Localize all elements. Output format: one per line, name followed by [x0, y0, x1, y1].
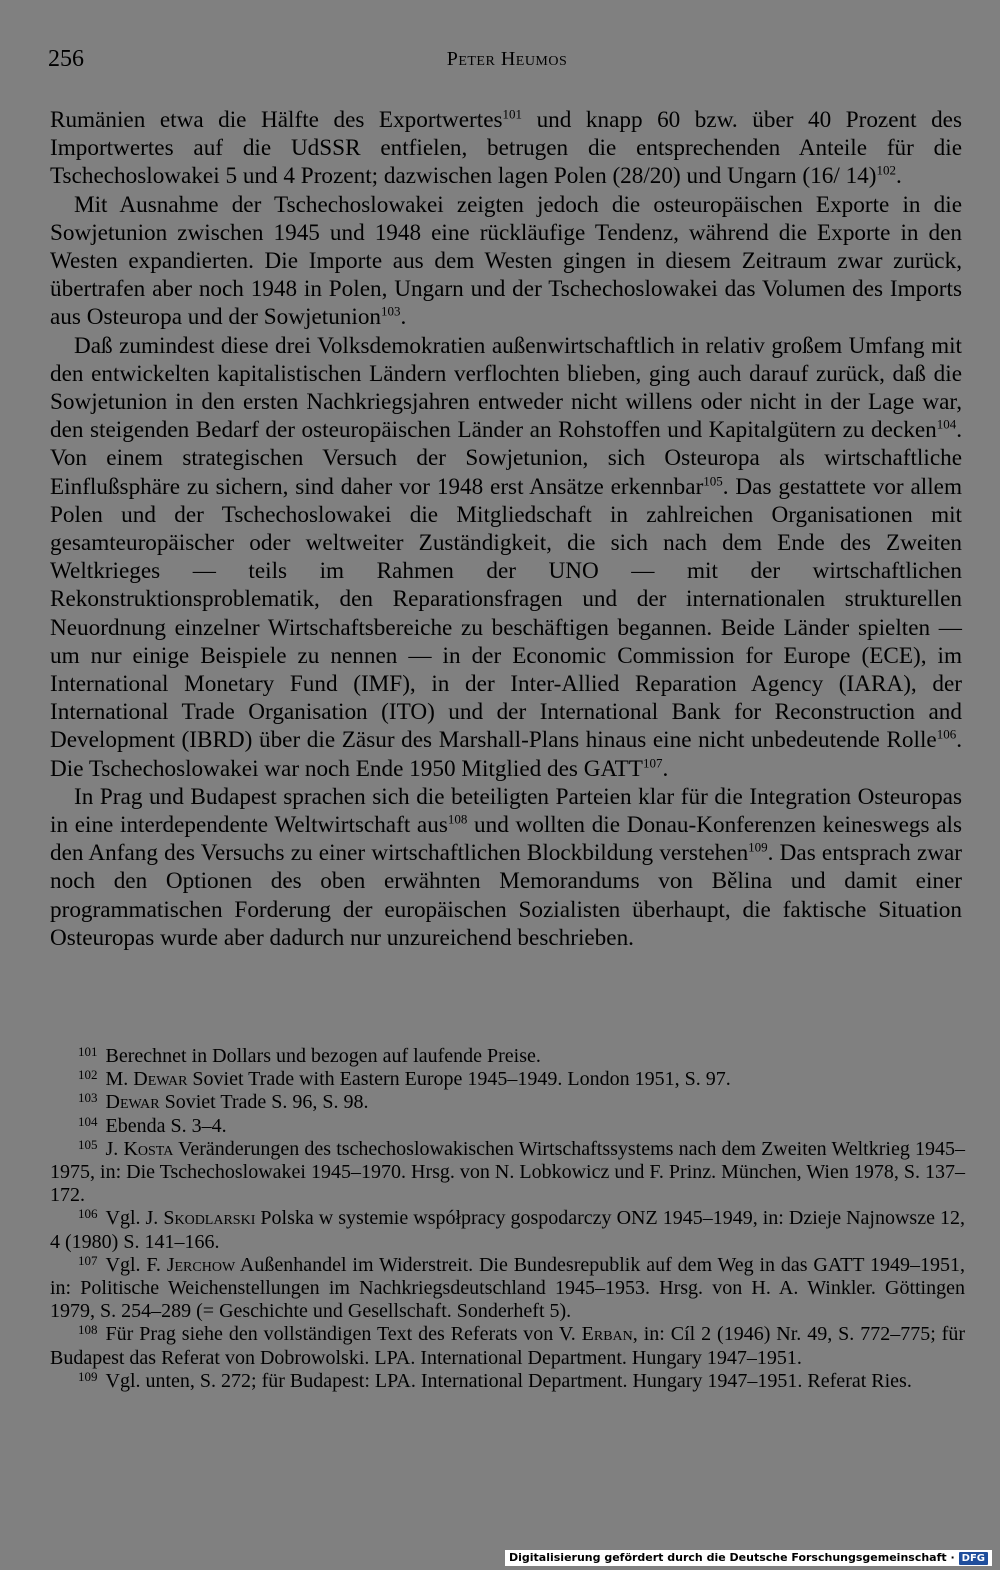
footnote-reference[interactable]: 101 [502, 106, 523, 122]
author-name: Jerchow [166, 1253, 236, 1276]
text-run: Ebenda S. 3–4. [105, 1114, 227, 1137]
text-run: , in: Cíl 2 (1946) Nr. 49, S. 772–775; für Budapest das Referat von Dobrowolski. LPA. International Department. Hungary 1947–1951. [50, 1323, 965, 1369]
text-run: Daß zumindest diese drei Volksdemokratien außenwirtschaftlich in relativ großem Umfang mit den entwickelten kapitalistischen Ländern verflochten blieben, ging auch darauf zurück, daß die Sowjetunion in den ersten Nachkriegsjahren entweder nicht willens oder nicht in der Lage war, den steigenden Bedarf der osteuropäischen Länder an Rohstoffen und Kapitalgütern zu decken [50, 332, 962, 444]
digitization-credit-bar [505, 1550, 992, 1566]
author-name: Skodlarski [163, 1207, 256, 1230]
text-run: und wollten die Donau-Konferenzen keineswegs als den Anfang des Versuchs zu einer wirtschaftlichen Blockbildung verstehen [50, 812, 962, 867]
footnotes [50, 1045, 965, 1393]
text-run: J. [105, 1137, 124, 1160]
footnote-number: 103 [78, 1090, 98, 1106]
author-name: Kosta [123, 1137, 174, 1160]
footnote-number: 104 [78, 1113, 98, 1129]
text-run: Mit Ausnahme der Tschechoslowakei zeigten jedoch die osteuropäischen Exporte in die Sowjetunion zwischen 1945 und 1948 eine rückläufige Tendenz, während die Exporte in den Westen expandierten. Die Importe aus dem Westen gingen in diesem Zeitraum zwar zurück, übertrafen aber noch 1948 in Polen, Ungarn und der Tschechoslowakei das Volumen des Imports aus Osteuropa und der Sowjetunion [50, 191, 962, 331]
text-run: und knapp 60 bzw. über 40 Prozent des Importwertes auf die UdSSR entfielen, betrugen die entsprechenden Anteile für die Tschechoslowakei 5 und 4 Prozent; dazwischen lagen Polen (28/20) und Ungarn (16/ 14) [50, 107, 962, 190]
text-run: Berechnet in Dollars und bezogen auf laufende Preise. [105, 1045, 541, 1067]
text-run: . Die Tschechoslowakei war noch Ende 1950 Mitglied des GATT [50, 727, 962, 782]
text-run: Veränderungen des tschechoslowakischen Wirtschaftssystems nach dem Zweiten Weltkrieg 1945–1975, in: Die Tschechoslowakei 1945–1970. Hrsg. von N. Lobkowicz und F. Prinz. München, Wien 1978, S. 137–172. [50, 1137, 965, 1207]
footnote-number: 109 [78, 1368, 98, 1384]
dfg-logo: DFG [959, 1552, 988, 1565]
footnote [50, 1323, 965, 1369]
footnote-reference[interactable]: 103 [381, 303, 401, 319]
footnote [50, 1091, 965, 1114]
paragraph [50, 783, 962, 952]
paragraph [50, 106, 962, 191]
text-run: M. [105, 1068, 134, 1091]
footnote-number: 101 [78, 1044, 98, 1059]
footnote-reference[interactable]: 104 [936, 416, 957, 432]
body-text [50, 106, 962, 952]
text-run: Für Prag siehe den vollständigen Text des Referats von V. [105, 1323, 582, 1346]
footnote-reference[interactable]: 106 [936, 726, 957, 742]
page-number: 256 [48, 46, 84, 72]
footnote [50, 1370, 965, 1393]
author-name: Dewar [133, 1068, 188, 1091]
text-run: Außenhandel im Widerstreit. Die Bundesrepublik auf dem Weg in das GATT 1949–1951, in: Politische Weichenstellungen im Nachkriegsdeutschland 1945–1953. Hrsg. von H. A. Winkler. Göttingen 1979, S. 254–289 (= Geschichte und Gesellschaft. Sonderheft 5). [50, 1253, 965, 1323]
footnote-reference[interactable]: 108 [447, 811, 468, 827]
footnote-reference[interactable]: 107 [642, 754, 663, 770]
paragraph [50, 332, 962, 783]
footnote [50, 1138, 965, 1208]
text-run: . [400, 304, 407, 331]
text-run: . Das entsprach zwar noch den Optionen des oben erwähnten Memorandums von Bělina und damit einer programmatischen Forderung der europäischen Sozialisten überhaupt, die faktische Situation Osteuropas wurde aber dadurch nur unzureichend beschrieben. [50, 840, 962, 951]
footnote [50, 1207, 965, 1253]
text-run: Soviet Trade S. 96, S. 98. [159, 1091, 369, 1114]
footnote-number: 102 [78, 1067, 98, 1083]
page-header [48, 46, 966, 80]
text-run: In Prag und Budapest sprachen sich die beteiligten Parteien klar für die Integration Osteuropas in eine interdependente Weltwirtschaft aus [50, 783, 962, 839]
text-run: Rumänien etwa die Hälfte des Exportwertes [50, 107, 503, 133]
footnote-number: 108 [78, 1322, 98, 1338]
footnote [50, 1115, 965, 1138]
footnote-number: 106 [78, 1206, 98, 1222]
footnote-number: 107 [78, 1252, 98, 1268]
footnote-reference[interactable]: 105 [703, 472, 723, 488]
footnote-reference[interactable]: 109 [748, 839, 768, 855]
footnote [50, 1254, 965, 1324]
text-run: Soviet Trade with Eastern Europe 1945–1949. London 1951, S. 97. [187, 1068, 731, 1091]
footnote-number: 105 [78, 1136, 98, 1152]
author-name: Dewar [105, 1091, 160, 1114]
text-run: Polska w systemie współpracy gospodarczy ONZ 1945–1949, in: Dzieje Najnowsze 12, 4 (1980) S. 141–166. [50, 1207, 965, 1253]
text-run: . [895, 163, 902, 190]
footnote [50, 1068, 965, 1091]
text-run: Vgl. J. [105, 1207, 164, 1230]
digitization-credit-text: Digitalisierung gefördert durch die Deutsche Forschungsgemeinschaft · [508, 1551, 955, 1564]
text-run: . Das gestattete vor allem Polen und der Tschechoslowakei die Mitgliedschaft in zahlreichen Organisationen mit gesamteuropäischer oder weltweiter Zuständigkeit, die sich nach dem Ende des Zweiten Weltkrieges — teils im Rahmen der UNO — mit der wirtschaftlichen Rekonstruktionsproblematik, den Reparationsfragen und der internationalen strukturellen Neuordnung einzelner Wirtschaftsbereiche zu beschäftigen begannen. Beide Länder spielten — um nur einige Beispiele zu nennen — in der Economic Commission for Europe (ECE), im International Monetary Fund (IMF), in der Inter-Allied Reparation Agency (IARA), der International Trade Organisation (ITO) und der International Bank for Reconstruction and Development (IBRD) über die Zäsur des Marshall-Plans hinaus eine nicht unbedeutende Rolle [50, 473, 962, 754]
text-run: . Von einem strategischen Versuch der Sowjetunion, sich Osteuropa als wirtschaftliche Einflußsphäre zu sichern, sind daher vor 1948 erst Ansätze erkennbar [50, 417, 962, 500]
footnote [50, 1045, 965, 1068]
paragraph [50, 191, 962, 332]
running-head: Peter Heumos [446, 48, 568, 70]
text-run: Vgl. F. [105, 1253, 167, 1276]
footnote-reference[interactable]: 102 [876, 162, 896, 178]
text-run: Vgl. unten, S. 272; für Budapest: LPA. International Department. Hungary 1947–1951. Referat Ries. [105, 1369, 912, 1392]
author-name: Erban [581, 1323, 633, 1346]
text-run: . [662, 755, 669, 782]
